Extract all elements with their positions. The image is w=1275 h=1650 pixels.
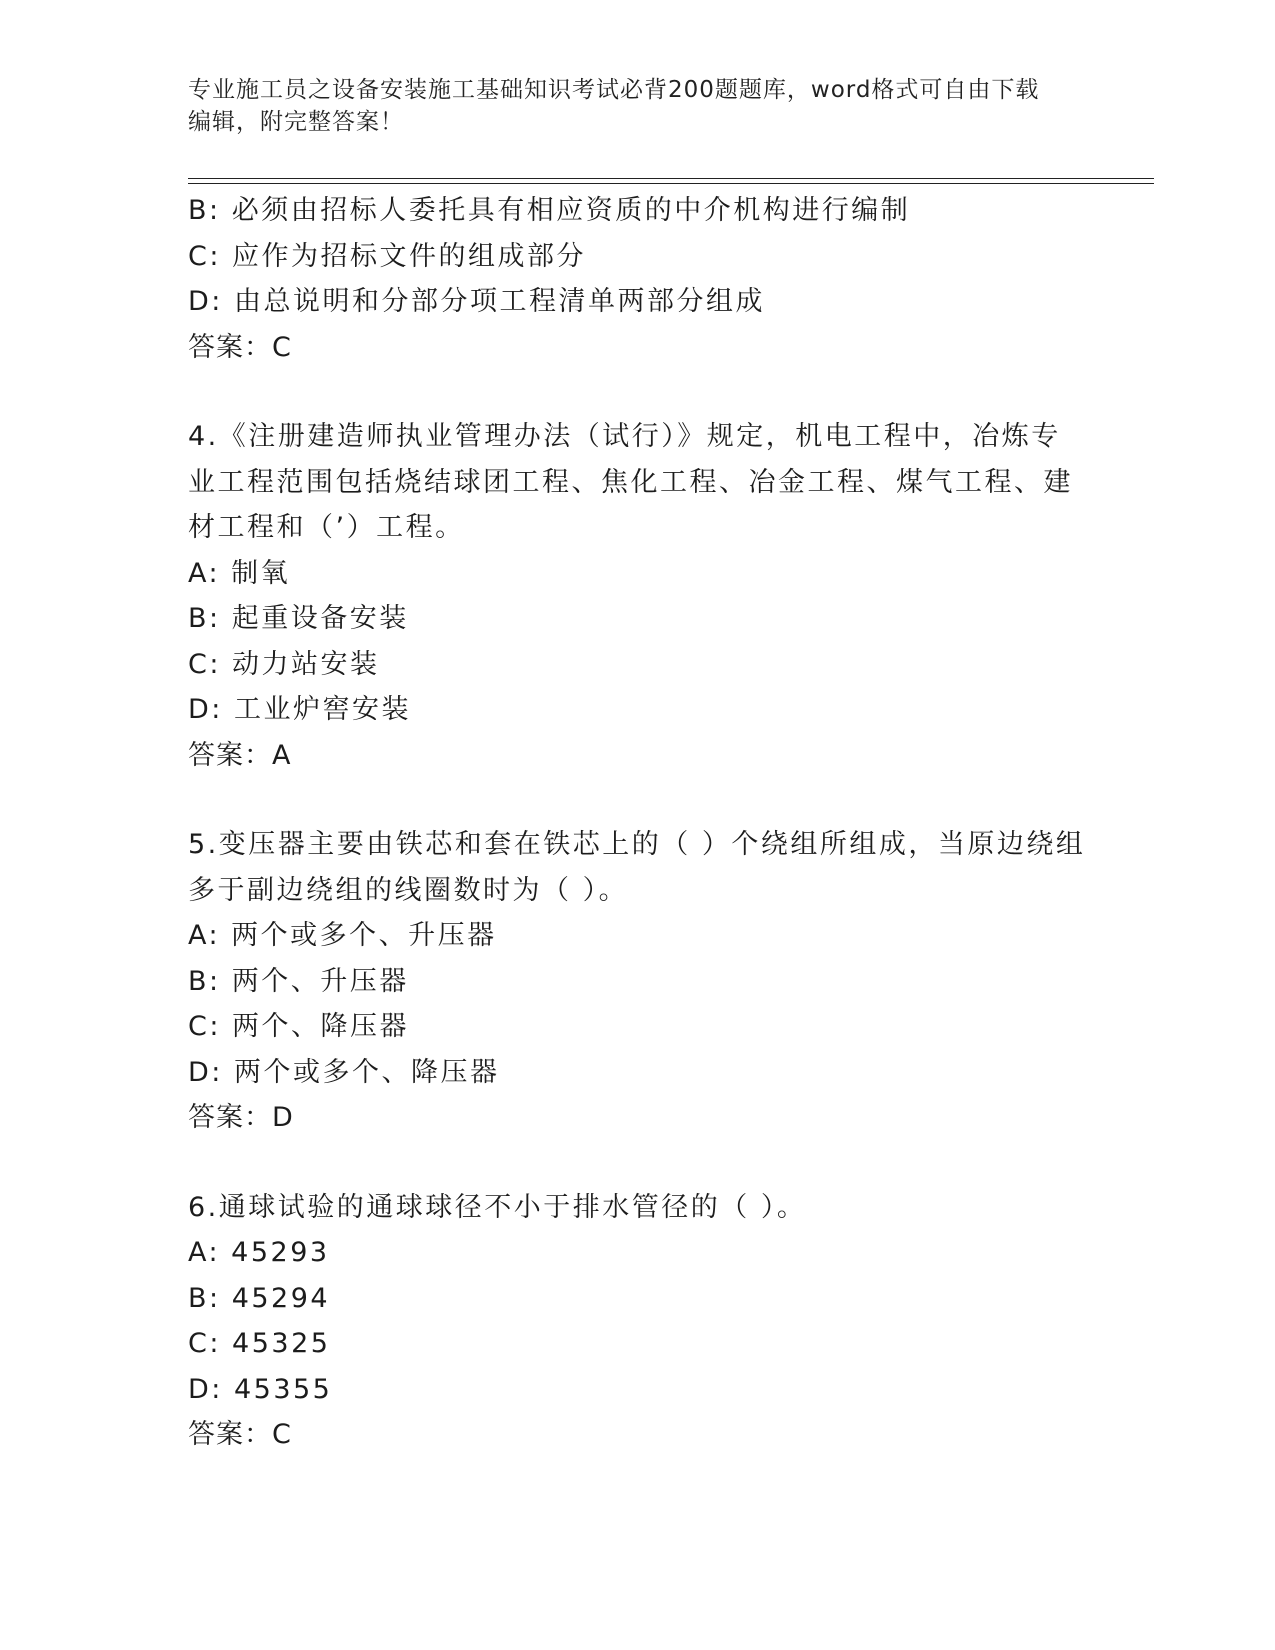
question-stem-line: 4.《注册建造师执业管理办法（试行）》规定，机电工程中，冶炼专: [188, 421, 1061, 452]
option-a: A: 两个或多个、升压器: [188, 920, 497, 951]
question-list: [188, 188, 1088, 1458]
option-b: B: 起重设备安装: [188, 603, 409, 634]
option-d: D: 45355: [188, 1373, 333, 1405]
answer-line: 答案：A: [188, 739, 292, 771]
header-title-line-1: 专业施工员之设备安装施工基础知识考试必背200题题库，word格式可自由下载: [188, 77, 1040, 103]
question-stem-line: 多于副边绕组的线圈数时为（ ）。: [188, 874, 629, 906]
question-3-tail: [188, 188, 1088, 370]
question-spacer: [188, 370, 1088, 414]
option-b: B: 两个、升压器: [188, 965, 409, 997]
option-d: D: 工业炉窖安装: [188, 694, 411, 725]
question-stem-line: 5.变压器主要由铁芯和套在铁芯上的（ ）个绕组所组成，当原边绕组: [188, 829, 1086, 860]
question-spacer: [188, 778, 1088, 822]
option-d: D: 两个或多个、降压器: [188, 1056, 500, 1088]
answer-line: 答案：D: [188, 1102, 294, 1133]
option-a: A: 45293: [188, 1237, 330, 1268]
option-c: C: 动力站安装: [188, 648, 380, 680]
option-d: D: 由总说明和分部分项工程清单两部分组成: [188, 286, 765, 317]
question-5: [188, 822, 1088, 1141]
option-b: B: 45294: [188, 1282, 331, 1314]
option-a: A: 制氧: [188, 557, 291, 589]
question-stem-line: 6.通球试验的通球球径不小于排水管径的（ ）。: [188, 1191, 807, 1223]
header-divider-bottom: [188, 183, 1154, 184]
answer-line: 答案：C: [188, 331, 292, 363]
question-stem-line: 材工程和（’）工程。: [188, 512, 465, 543]
option-b: B: 必须由招标人委托具有相应资质的中介机构进行编制: [188, 195, 911, 226]
question-6: [188, 1185, 1088, 1458]
header-divider-top: [188, 178, 1154, 179]
document-header: [188, 74, 1088, 138]
option-c: C: 两个、降压器: [188, 1011, 410, 1042]
question-spacer: [188, 1141, 1088, 1185]
question-stem-line: 业工程范围包括烧结球团工程、焦化工程、冶金工程、煤气工程、建: [188, 466, 1073, 498]
answer-line: 答案：C: [188, 1419, 292, 1450]
option-c: C: 45325: [188, 1328, 331, 1359]
header-title-line-2: 编辑，附完整答案！: [188, 109, 404, 135]
option-c: C: 应作为招标文件的组成部分: [188, 240, 587, 272]
question-4: [188, 414, 1088, 778]
